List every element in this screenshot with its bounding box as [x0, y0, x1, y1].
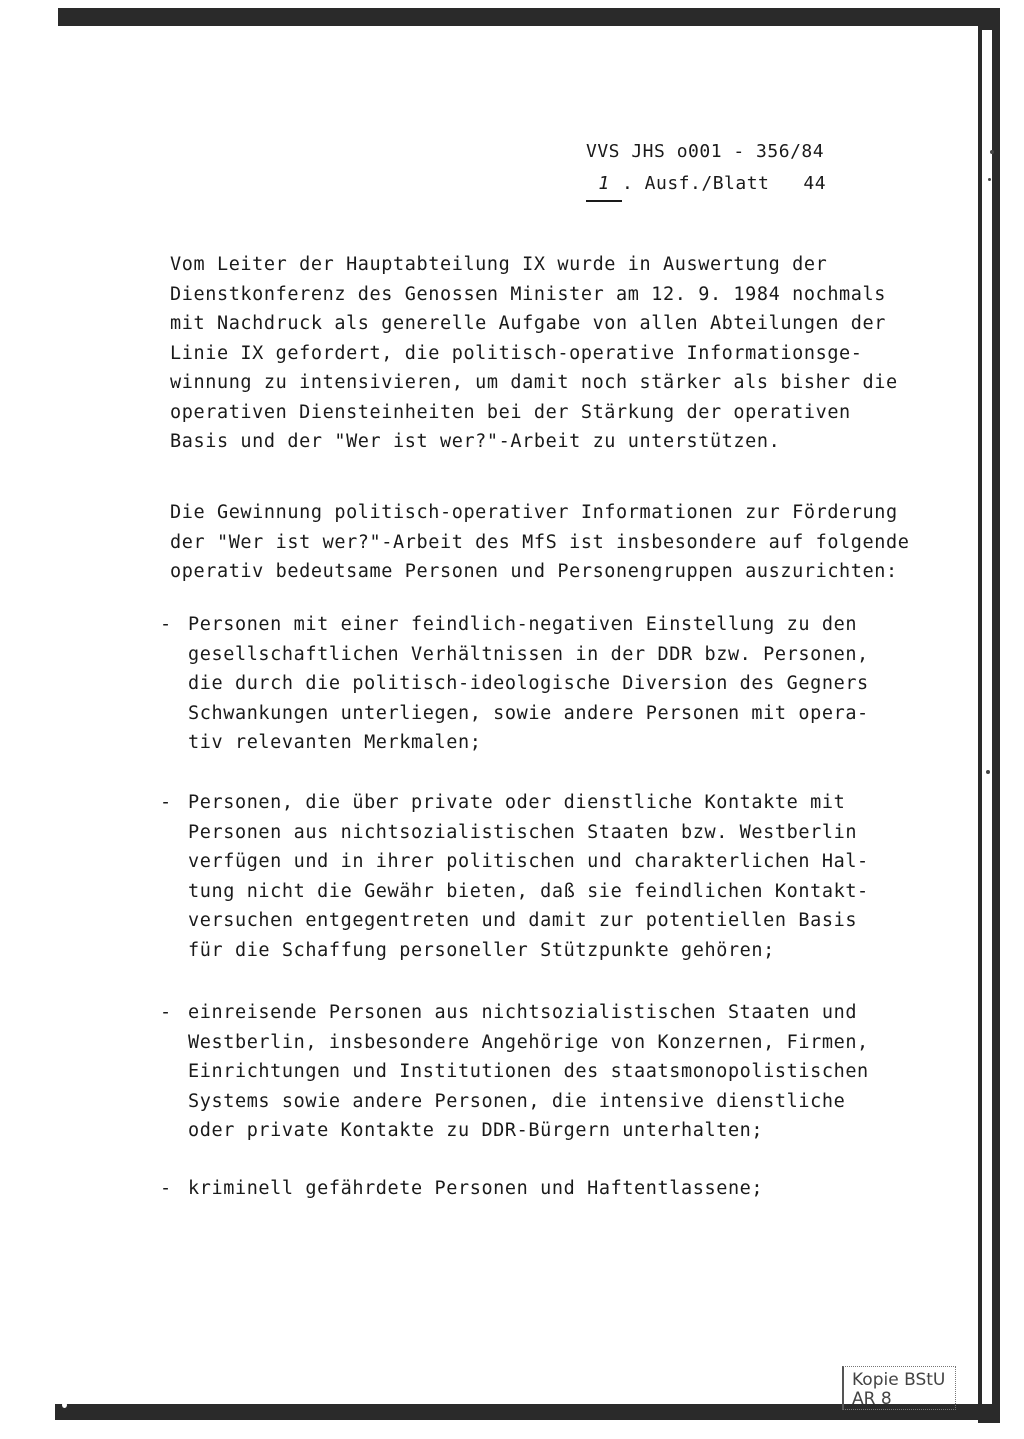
paragraph-target-groups: Die Gewinnung politisch-operativer Informationen zur Förderung der "Wer ist wer?"-Arbeit des MfS ist insbesondere auf folgende operativ bedeutsame Personen und Personengruppen auszurichten:: [170, 502, 910, 582]
copy-and-sheet-line: [586, 168, 826, 202]
list-item-text: kriminell gefährdete Personen und Haftentlassene;: [188, 1178, 764, 1199]
list-item: [160, 1174, 940, 1204]
scan-speck: [62, 1402, 67, 1408]
bullet-dash: -: [160, 614, 172, 635]
document-reference-header: [586, 136, 826, 202]
list-item-text: Personen mit einer feindlich-negativen Einstellung zu den gesellschaftlichen Verhältnissen in der DDR bzw. Personen, die durch die politisch-ideologische Diversion des Gegners Schwankungen unterliegen, sowie andere Personen mit opera- tiv relevanten Merkmalen;: [188, 614, 869, 753]
classification-reference: VVS JHS o001 - 356/84: [586, 141, 825, 162]
list-item: [160, 788, 940, 965]
list-item-text: einreisende Personen aus nichtsozialistischen Staaten und Westberlin, insbesondere Angehörige von Konzernen, Firmen, Einrichtungen und Institutionen des staatsmonopolistischen Systems sowie andere Personen, die intensive dienstliche oder private Kontakte zu DDR-Bürgern unterhalten;: [188, 1002, 869, 1141]
scan-right-edge-highlight: [982, 30, 992, 1410]
bullet-dash: -: [160, 792, 172, 813]
list-item: [160, 610, 940, 758]
paragraph-intro: Vom Leiter der Hauptabteilung IX wurde in Auswertung der Dienstkonferenz des Genossen Minister am 12. 9. 1984 nochmals mit Nachdruck als generelle Aufgabe von allen Abteilungen der Linie IX gefordert, die politisch-operative Informationsge- winnung zu intensivieren, um damit noch stärker als bisher die operativen Diensteinheiten bei der Stärkung der operativen Basis und der "Wer ist wer?"-Arbeit zu unterstützen.: [170, 254, 898, 452]
sheet-label: . Ausf./Blatt 44: [622, 173, 827, 194]
stamp-line-1: Kopie BStU: [852, 1370, 946, 1390]
scan-speck: [988, 178, 991, 181]
copy-number: 1: [586, 168, 622, 202]
scan-speck: [990, 150, 994, 154]
list-item: [160, 998, 940, 1146]
stamp-line-2: AR 8: [852, 1389, 892, 1409]
archive-stamp: [842, 1366, 956, 1410]
bullet-dash: -: [160, 1178, 172, 1199]
scan-top-border: [58, 8, 998, 26]
list-item-text: Personen, die über private oder dienstliche Kontakte mit Personen aus nichtsozialistischen Staaten bzw. Westberlin verfügen und in ihrer politischen und charakterlichen Hal- tung nicht die Gewähr bieten, daß sie feindlichen Kontakt- versuchen entgegentreten und damit zur potentiellen Basis für die Schaffung personeller Stützpunkte gehören;: [188, 792, 869, 961]
bullet-dash: -: [160, 1002, 172, 1023]
scan-speck: [986, 770, 990, 774]
